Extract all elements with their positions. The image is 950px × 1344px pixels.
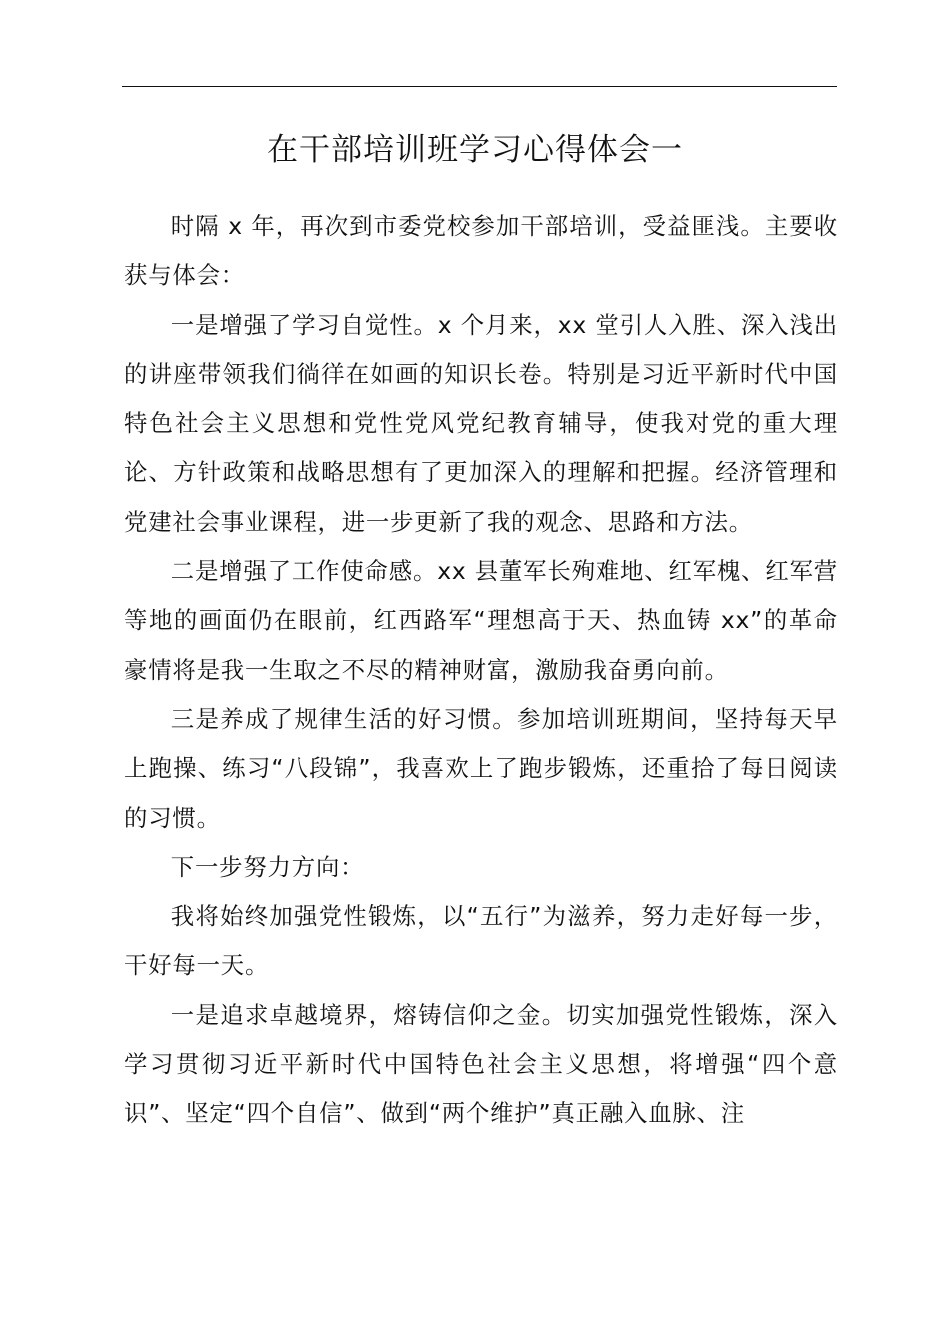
document-body (124, 202, 838, 1139)
paragraph-next-steps-heading: 下一步努力方向： (170, 852, 365, 881)
paragraph-intro: 时隔 x 年，再次到市委党校参加干部培训，受益匪浅。主要收获与体会： (124, 212, 838, 290)
paragraph-habits: 三是养成了规律生活的好习惯。参加培训班期间，坚持每天早上跑操、练习“八段锦”，我喜欢上了跑步锻炼，还重拾了每日阅读的习惯。 (124, 704, 838, 832)
paragraph-commitment: 我将始终加强党性锻炼，以“五行”为滋养，努力走好每一步，干好每一天。 (124, 902, 838, 980)
paragraph-learning: 一是增强了学习自觉性。x 个月来，xx 堂引人入胜、深入浅出的讲座带领我们徜徉在如画的知识长卷。特别是习近平新时代中国特色社会主义思想和党性党风党纪教育辅导，使我对党的重大理论、方针政策和战略思想有了更加深入的理解和把握。经济管理和党建社会事业课程，进一步更新了我的观念、思路和方法。 (124, 310, 838, 536)
document-title: 在干部培训班学习心得体会一 (267, 132, 683, 168)
paragraph-pursue-excellence: 一是追求卓越境界，熔铸信仰之金。切实加强党性锻炼，深入学习贯彻习近平新时代中国特色社会主义思想，将增强“四个意识”、坚定“四个自信”、做到“两个维护”真正融入血脉、注 (124, 1000, 838, 1128)
paragraph-mission: 二是增强了工作使命感。xx 县董军长殉难地、红军槐、红军营等地的画面仍在眼前，红西路军“理想高于天、热血铸 xx”的革命豪情将是我一生取之不尽的精神财富，激励我奋勇向前。 (124, 557, 838, 684)
header-rule (122, 86, 837, 87)
